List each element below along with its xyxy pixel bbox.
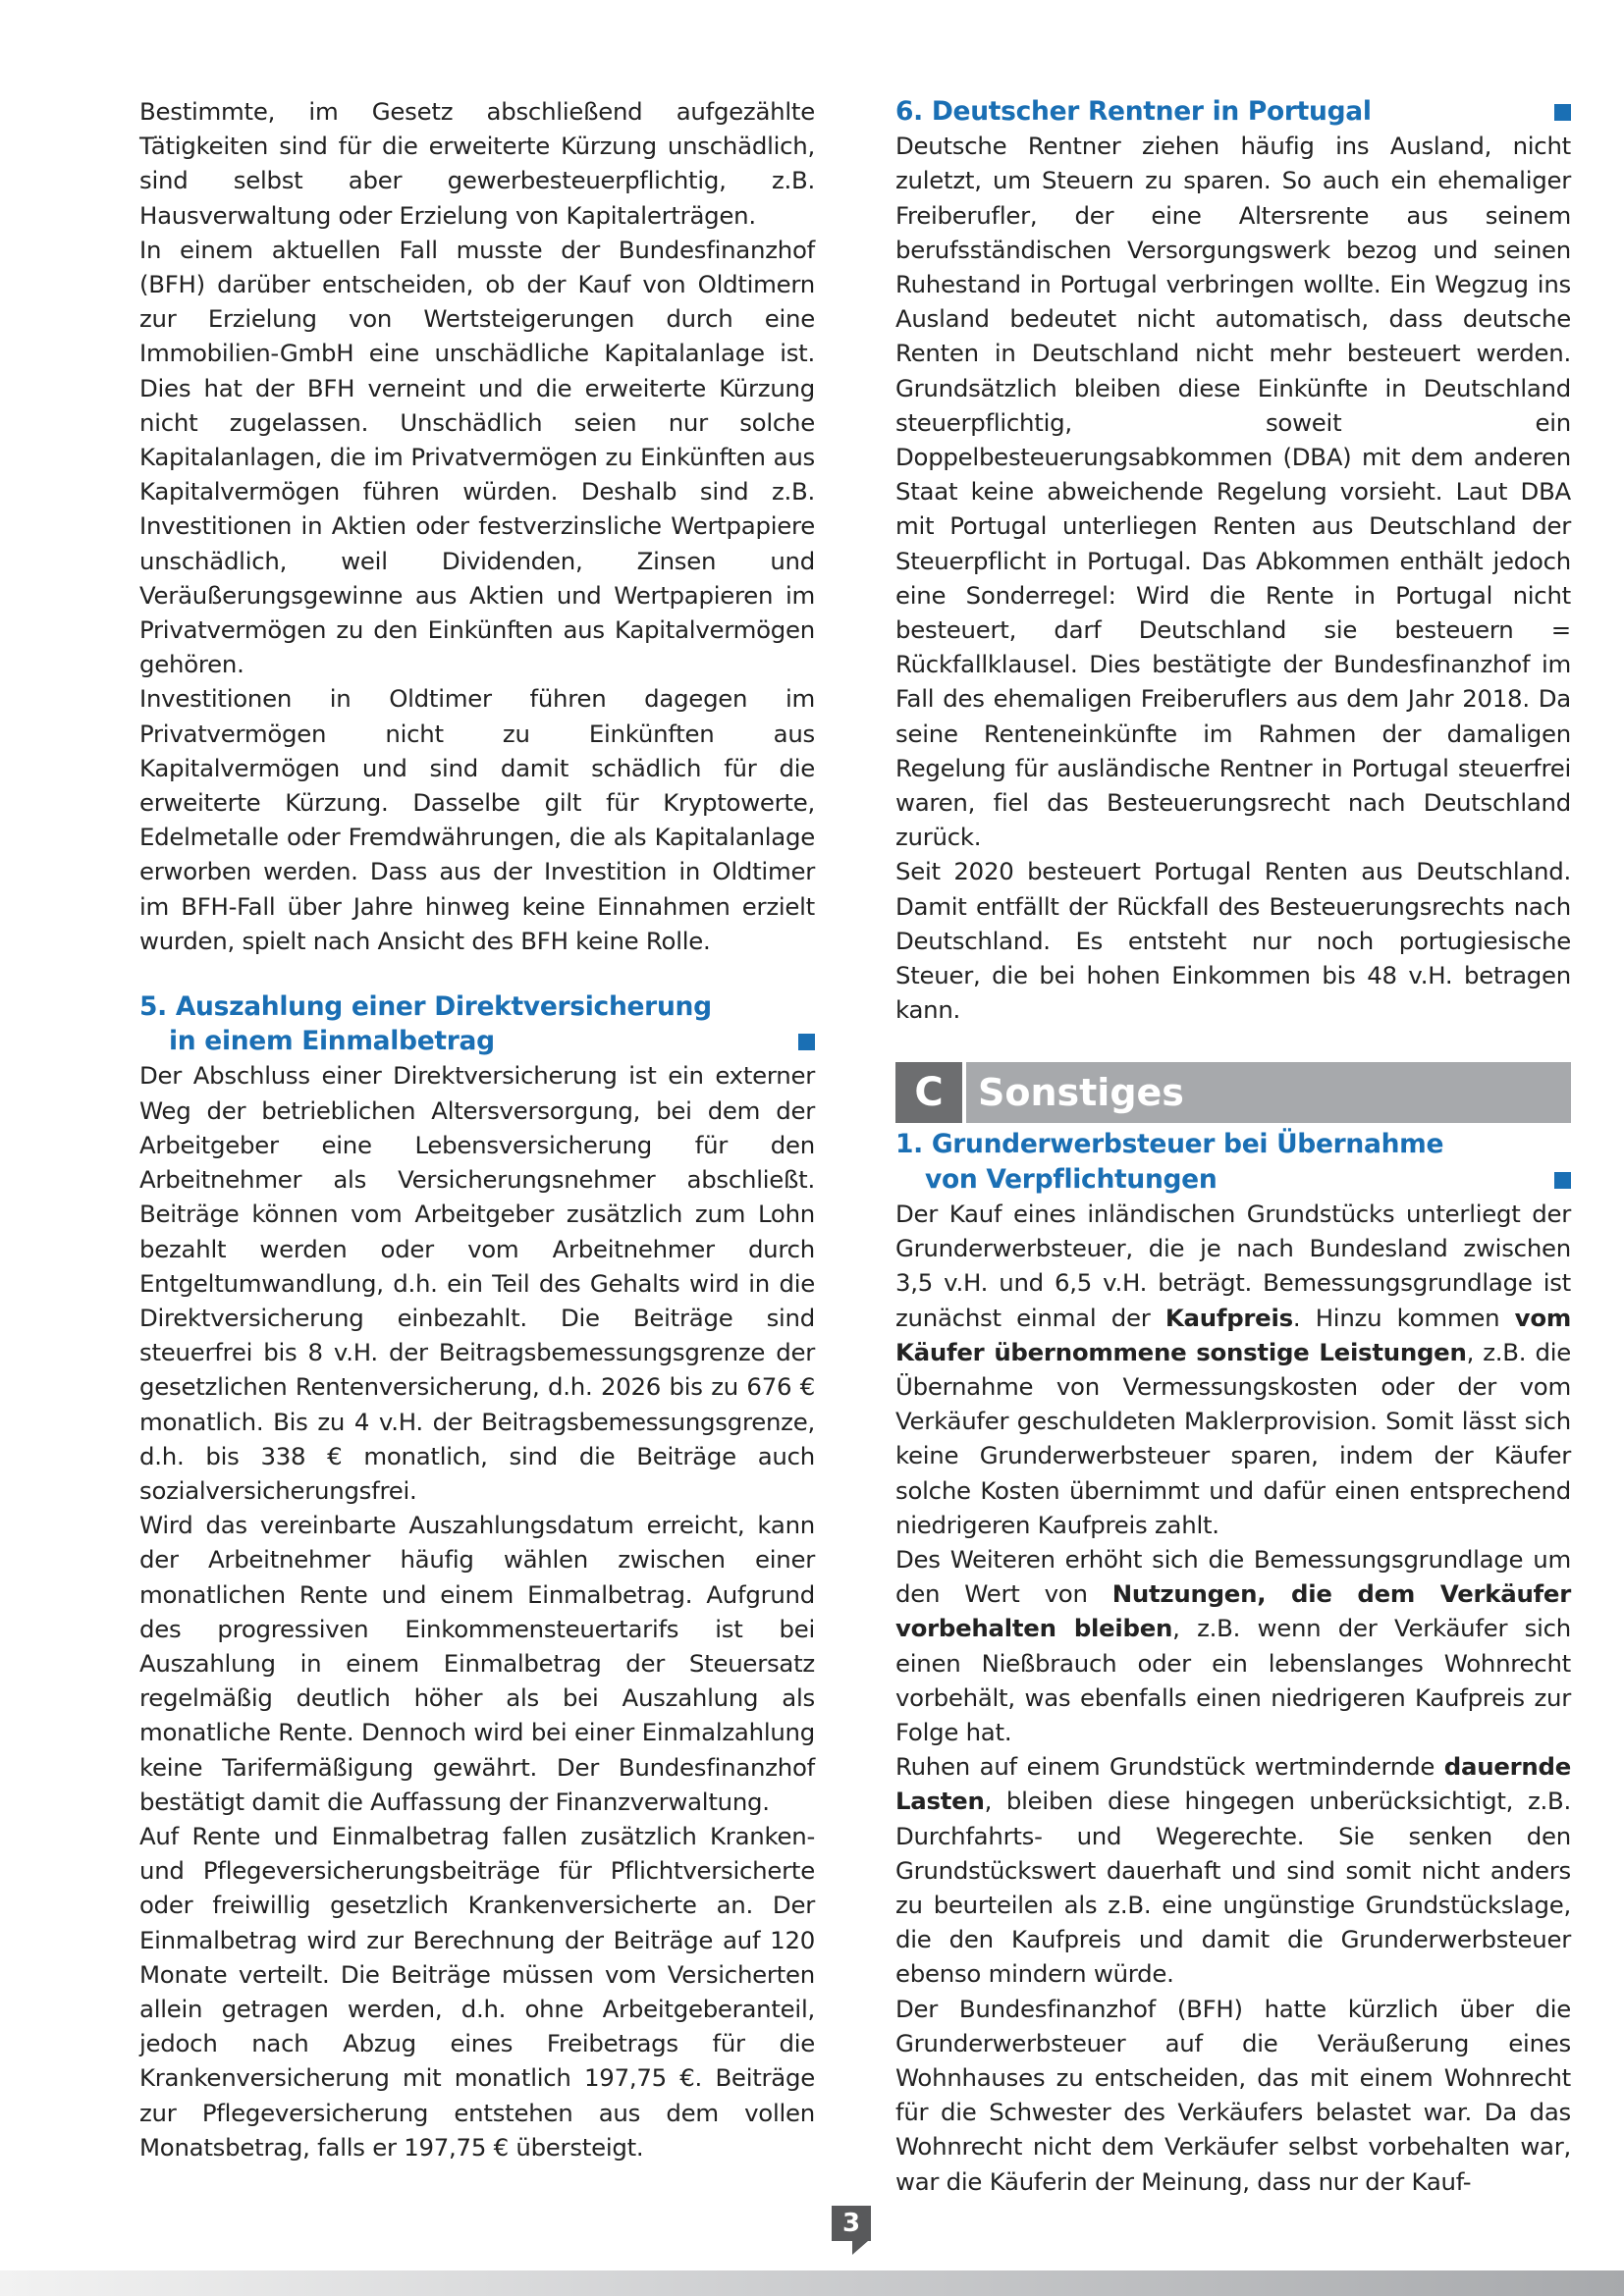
paragraph: Deutsche Rentner ziehen häufig ins Ausland, nicht zuletzt, um Steuern zu sparen. So auch ein ehemaliger Freiberufler, der eine Altersrente aus seinem berufsständischen Versorgungswerk bezog und seinen Ruhestand in Portugal verbringen wollte. Ein Wegzug ins Ausland bedeutet nicht automatisch, dass deutsche Renten in Deutschland nicht mehr besteuert werden. Grundsätzlich bleiben diese Einkünfte in Deutschland steuerpflichtig, soweit ein Doppelbesteuerungsabkommen (DBA) mit dem anderen Staat keine abweichende Regelung vorsieht. Laut DBA mit Portugal unterliegen Renten aus Deutschland der Steuerpflicht in Portugal. Das Abkommen enthält jedoch eine Sonderregel: Wird die Rente in Portugal nicht besteuert, darf Deutschland sie besteuern = Rückfallklausel. Dies bestätigte der Bundesfinanzhof im Fall des ehemaligen Freiberuflers aus dem Jahr 2018. Da seine Renteneinkünfte im Rahmen der damaligen Regelung für ausländische Rentner in Portugal steuerfrei waren, fiel das Besteuerungsrecht nach Deutschland zurück. — [895, 132, 1571, 852]
paragraph: Der Abschluss einer Direktversicherung ist ein externer Weg der betrieblichen Altersversorgung, bei dem der Arbeitgeber eine Lebensversicherung für den Arbeitnehmer als Versicherungsnehmer abschließt. Beiträge können vom Arbeitgeber zusätzlich zum Lohn bezahlt werden oder vom Arbeitnehmer durch Entgeltumwandlung, d.h. ein Teil des Gehalts wird in die Direktversicherung einbezahlt. Die Beiträge sind steuerfrei bis 8 v.H. der Beitragsbemessungsgrenze der gesetzlichen Rentenversicherung, d.h. 2026 bis zu 676 € monatlich. Bis zu 4 v.H. der Beitragsbemessungsgrenze, d.h. bis 338 € monatlich, sind die Beiträge auch sozialversicherungsfrei. — [139, 1061, 815, 1505]
section-c-banner — [895, 1062, 1571, 1123]
paragraph: Seit 2020 besteuert Portugal Renten aus Deutschland. Damit entfällt der Rückfall des Besteuerungsrechts nach Deutschland. Es entsteht nur noch portugiesische Steuer, die bei hohen Einkommen bis 48 v.H. betragen kann. — [895, 857, 1571, 1025]
paragraph: Investitionen in Oldtimer führen dagegen im Privatvermögen nicht zu Einkünften aus Kapitalvermögen und sind damit schädlich für die erweiterte Kürzung. Dasselbe gilt für Kryptowerte, Edelmetalle oder Fremdwährungen, die als Kapitalanlage erworben werden. Dass aus der Investition in Oldtimer im BFH-Fall über Jahre hinweg keine Einnahmen erzielt wurden, spielt nach Ansicht des BFH keine Rolle. — [139, 684, 815, 955]
paragraph: Auf Rente und Einmalbetrag fallen zusätzlich Kranken- und Pflegeversicherungsbeiträge für Pflichtversicherte oder freiwillig gesetzlich Krankenversicherte an. Der Einmalbetrag wird zur Berechnung der Beiträge auf 120 Monate verteilt. Die Beiträge müssen vom Versicherten allein getragen werden, d.h. ohne Arbeitgeberanteil, jedoch nach Abzug eines Freibetrags für die Krankenversicherung mit monatlich 197,75 €. Beiträge zur Pflegeversicherung entstehen aus dem vollen Monatsbetrag, falls er 197,75 € übersteigt. — [139, 1821, 815, 2162]
section-5-heading — [139, 989, 815, 1058]
section-marker-icon — [1554, 104, 1571, 121]
paragraph: Der Kauf eines inländischen Grundstücks unterliegt der Grunderwerbsteuer, die je nach Bundesland zwischen 3,5 v.H. und 6,5 v.H. beträgt. Bemessungsgrundlage ist zunächst einmal der Kaufpreis. Hinzu kommen vom Käufer übernommene sonstige Leistungen, z.B. die Übernahme von Vermessungskosten oder der vom Verkäufer geschuldeten Maklerprovision. Somit lässt sich keine Grunderwerbsteuer sparen, indem der Käufer solche Kosten übernimmt und dafür einen entsprechend niedrigeren Kaufpreis zahlt. — [895, 1199, 1571, 1539]
page-number: 3 — [832, 2206, 871, 2241]
paragraph: Des Weiteren erhöht sich die Bemessungsgrundlage um den Wert von Nutzungen, die dem Verkäufer vorbehalten bleiben, z.B. wenn der Verkäufer sich einen Nießbrauch oder ein lebenslanges Wohnrecht vorbehält, was ebenfalls einen niedrigeren Kaufpreis zur Folge hat. — [895, 1544, 1571, 1746]
section-letter: C — [895, 1062, 962, 1123]
section-6-heading — [895, 94, 1571, 129]
heading-line: 5. Auszahlung einer Direktversicherung — [139, 991, 712, 1023]
section-1-heading — [895, 1127, 1571, 1196]
heading-line: von Verpflichtungen — [925, 1163, 1218, 1195]
heading-line: 1. Grunderwerbsteuer bei Übernahme — [895, 1129, 1444, 1160]
paragraph: In einem aktuellen Fall musste der Bundesfinanzhof (BFH) darüber entscheiden, ob der Kauf von Oldtimern zur Erzielung von Wertsteigerungen durch eine Immobilien-GmbH eine unschädliche Kapitalanlage ist. Dies hat der BFH verneint und die erweiterte Kürzung nicht zugelassen. Unschädlich seien nur solche Kapitalanlagen, die im Privatvermögen zu Einkünften aus Kapitalvermögen führen würden. Deshalb sind z.B. Investitionen in Aktien oder festverzinsliche Wertpapiere unschädlich, weil Dividenden, Zinsen und Veräußerungsgewinne aus Aktien und Wertpapieren im Privatvermögen zu den Einkünften aus Kapitalvermögen gehören. — [139, 235, 815, 679]
paragraph: Bestimmte, im Gesetz abschließend aufgezählte Tätigkeiten sind für die erweiterte Kürzung unschädlich, sind selbst aber gewerbesteuerpflichtig, z.B. Hausverwaltung oder Erzielung von Kapitalerträgen. — [139, 97, 815, 230]
section-marker-icon — [798, 1034, 815, 1050]
section-marker-icon — [1554, 1172, 1571, 1189]
right-column — [895, 94, 1571, 2199]
footer-bar — [0, 2270, 1624, 2296]
left-column — [139, 94, 815, 2164]
paragraph: Der Bundesfinanzhof (BFH) hatte kürzlich über die Grunderwerbsteuer auf die Veräußerung eines Wohnhauses zu entscheiden, das mit einem Wohnrecht für die Schwester des Verkäufers belastet war. Da das Wohnrecht nicht dem Verkäufer selbst vorbehalten war, war die Käuferin der Meinung, dass nur der Kauf- — [895, 1994, 1571, 2196]
heading-line: 6. Deutscher Rentner in Portugal — [895, 96, 1372, 127]
paragraph: Wird das vereinbarte Auszahlungsdatum erreicht, kann der Arbeitnehmer häufig wählen zwischen einer monatlichen Rente und einem Einmalbetrag. Aufgrund des progressiven Einkommensteuertarifs ist bei Auszahlung in einem Einmalbetrag der Steuersatz regelmäßig deutlich höher als bei Auszahlung als monatliche Rente. Dennoch wird bei einer Einmalzahlung keine Tarifermäßigung gewährt. Der Bundesfinanzhof bestätigt damit die Auffassung der Finanzverwaltung. — [139, 1511, 815, 1816]
page-number-tab-icon — [852, 2241, 868, 2255]
paragraph: Ruhen auf einem Grundstück wertmindernde dauernde Lasten, bleiben diese hingegen unberücksichtigt, z.B. Durchfahrts- und Wegerechte. Sie senken den Grundstückswert dauerhaft und sind somit nicht anders zu beurteilen als z.B. eine ungünstige Grundstückslage, die den Kaufpreis und damit die Grunderwerbsteuer ebenso mindern würde. — [895, 1752, 1571, 1989]
heading-line: in einem Einmalbetrag — [169, 1026, 495, 1057]
section-title: Sonstiges — [966, 1062, 1571, 1123]
